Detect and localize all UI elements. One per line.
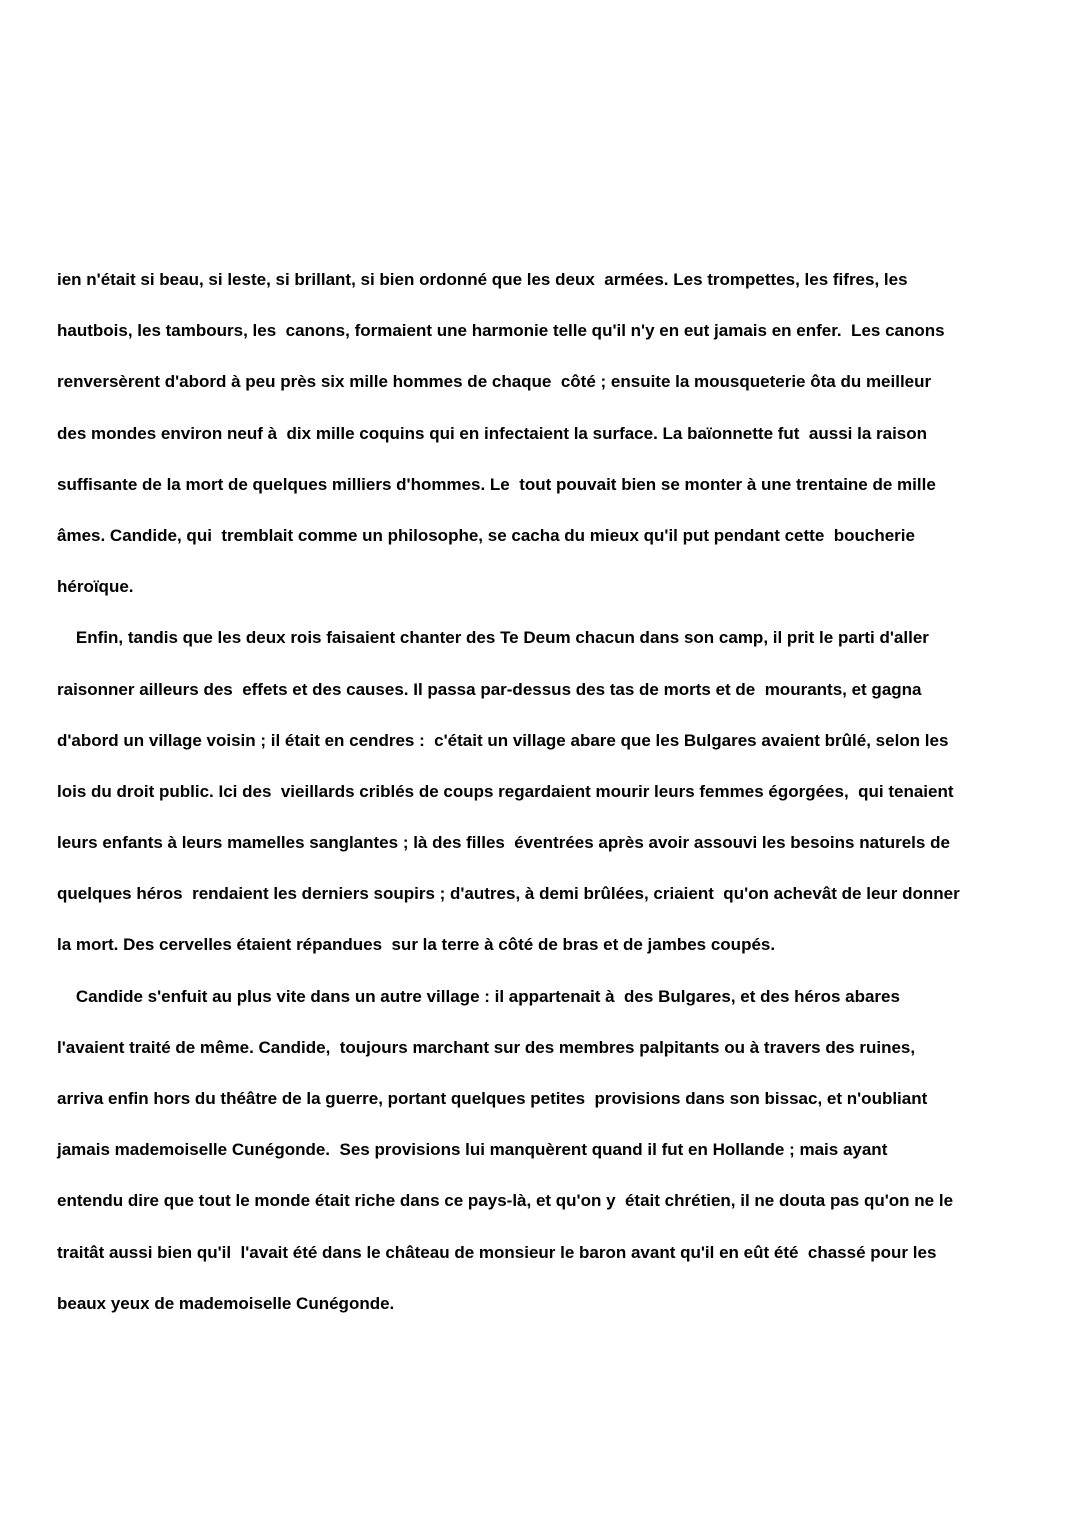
text-line: Enfin, tandis que les deux rois faisaient chanter des Te Deum chacun dans son camp, il prit le parti d'aller <box>57 628 929 648</box>
document-body <box>57 263 1057 1338</box>
text-line: hautbois, les tambours, les canons, formaient une harmonie telle qu'il n'y en eut jamais en enfer. Les canons <box>57 321 945 341</box>
text-line: traitât aussi bien qu'il l'avait été dans le château de monsieur le baron avant qu'il en eût été chassé pour les <box>57 1242 937 1262</box>
text-line: ien n'était si beau, si leste, si brillant, si bien ordonné que les deux armées. Les trompettes, les fifres, les <box>57 270 908 289</box>
text-line: la mort. Des cervelles étaient répandues sur la terre à côté de bras et de jambes coupés. <box>57 935 776 955</box>
text-line: l'avaient traité de même. Candide, toujours marchant sur des membres palpitants ou à travers des ruines, <box>57 1037 916 1057</box>
text-line: arriva enfin hors du théâtre de la guerre, portant quelques petites provisions dans son bissac, et n'oubliant <box>57 1089 928 1108</box>
text-line: leurs enfants à leurs mamelles sanglantes ; là des filles éventrées après avoir assouvi les besoins naturels de <box>57 833 950 853</box>
text-line: héroïque. <box>57 577 134 597</box>
text-line: des mondes environ neuf à dix mille coquins qui en infectaient la surface. La baïonnette fut aussi la raison <box>57 423 928 443</box>
text-line: entendu dire que tout le monde était riche dans ce pays-là, et qu'on y était chrétien, il ne douta pas qu'on ne le <box>57 1191 954 1211</box>
text-line: d'abord un village voisin ; il était en cendres : c'était un village abare que les Bulgares avaient brûlé, selon les <box>57 730 949 750</box>
text-line: Candide s'enfuit au plus vite dans un autre village : il appartenait à des Bulgares, et des héros abares <box>57 986 900 1006</box>
text-line: jamais mademoiselle Cunégonde. Ses provisions lui manquèrent quand il fut en Hollande ; mais ayant <box>57 1140 888 1160</box>
text-line: âmes. Candide, qui tremblait comme un philosophe, se cacha du mieux qu'il put pendant cette boucherie <box>57 525 915 545</box>
text-line: quelques héros rendaient les derniers soupirs ; d'autres, à demi brûlées, criaient qu'on achevât de leur donner <box>57 884 960 904</box>
text-line: raisonner ailleurs des effets et des causes. Il passa par-dessus des tas de morts et de mourants, et gagna <box>57 679 922 699</box>
text-line: beaux yeux de mademoiselle Cunégonde. <box>57 1293 395 1313</box>
text-line: renversèrent d'abord à peu près six mille hommes de chaque côté ; ensuite la mousqueterie ôta du meilleur <box>57 372 932 392</box>
text-line: lois du droit public. Ici des vieillards criblés de coups regardaient mourir leurs femmes égorgées, qui tenaient <box>57 781 954 801</box>
text-line: suffisante de la mort de quelques milliers d'hommes. Le tout pouvait bien se monter à une trentaine de mille <box>57 474 936 494</box>
